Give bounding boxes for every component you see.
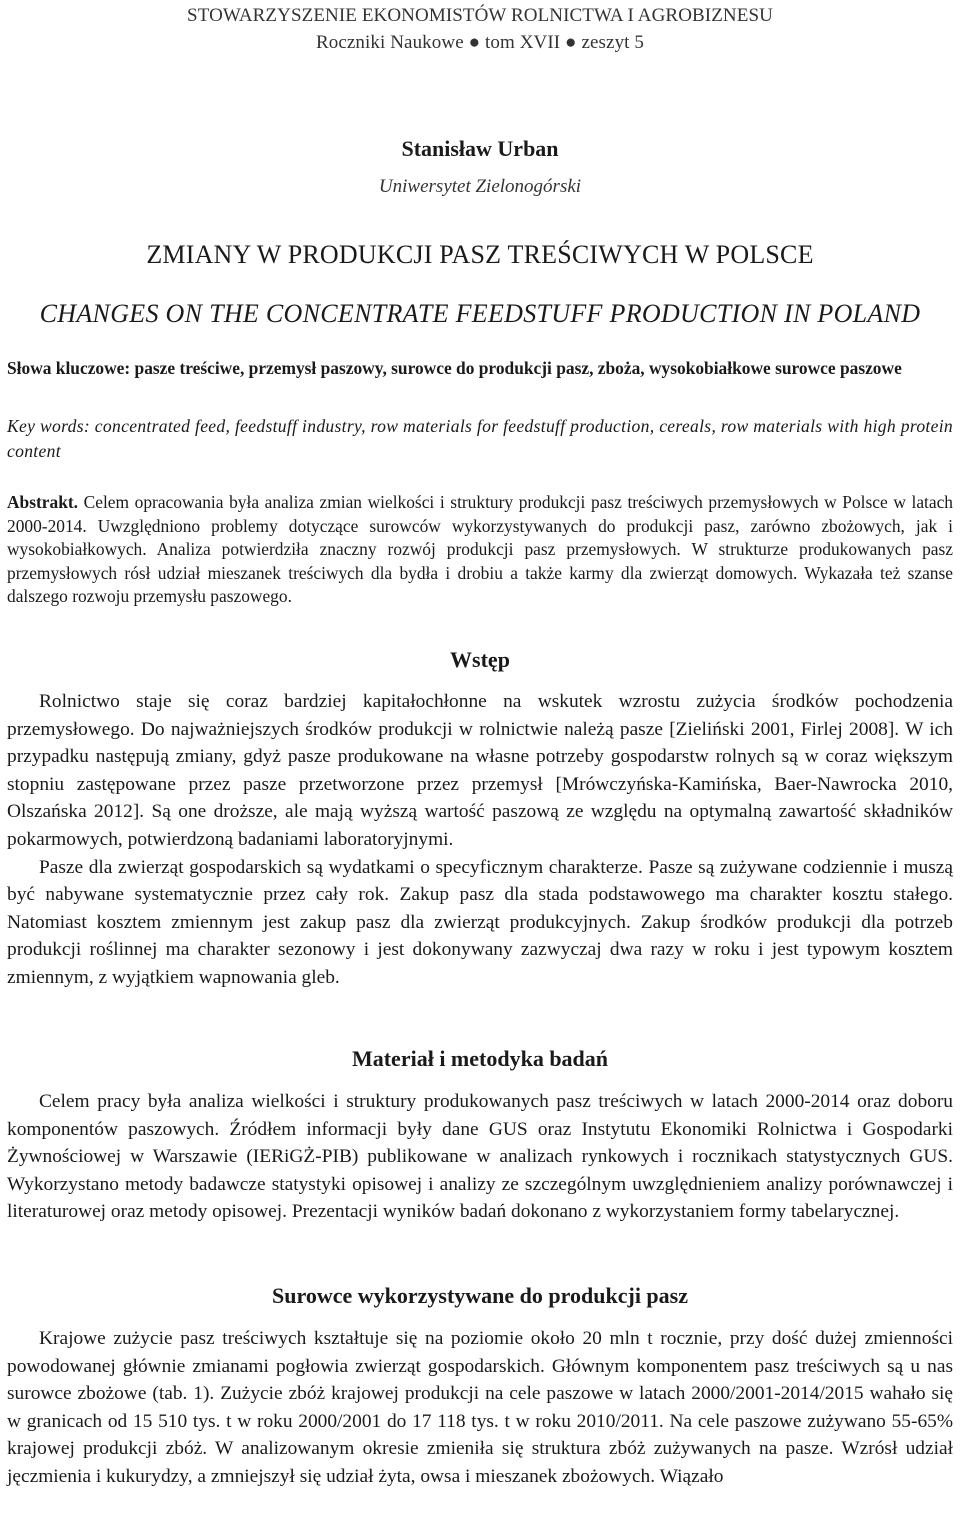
section-body-methods <box>7 1088 953 1226</box>
section-heading-raw-materials: Surowce wykorzystywane do produkcji pasz <box>272 1283 688 1308</box>
keywords-polish: Słowa kluczowe: pasze treściwe, przemysł paszowy, surowce do produkcji pasz, zboża, wysokobiałkowe surowce paszowe <box>7 358 902 378</box>
section-heading-methods: Materiał i metodyka badań <box>351 1046 609 1071</box>
paragraph: Celem pracy była analiza wielkości i struktury produkowanych pasz treściwych w latach 2000-2014 oraz doboru komponentów paszowych. Źródłem informacji były dane GUS oraz Instytutu Ekonomiki Rolnictwa i Gospodarki Żywnościowej w Warszawie (IERiGŻ-PIB) publikowane w analizach rynkowych i rocznikach statystycznych GUS. Wykorzystano metody badawcze statystyki opisowej i analizy ze szczególnym uwzględnieniem analizy porównawczej i literaturowej oraz metody opisowej. Prezentacji wyników badań dokonano z wykorzystaniem formy tabelarycznej. <box>7 1091 953 1223</box>
title-english: CHANGES ON THE CONCENTRATE FEEDSTUFF PRODUCTION IN POLAND <box>39 299 921 328</box>
author-affiliation: Uniwersytet Zielonogórski <box>378 176 582 197</box>
abstract <box>7 491 953 609</box>
running-header-journal: Roczniki Naukowe ● tom XVII ● zeszyt 5 <box>315 32 645 53</box>
keywords-english: Key words: concentrated feed, feedstuff industry, row materials for feedstuff production, cereals, row materials with high protein content <box>7 416 953 461</box>
section-body-raw-materials <box>7 1325 953 1491</box>
section-body-introduction <box>7 688 953 992</box>
paragraph: Krajowe zużycie pasz treściwych kształtuje się na poziomie około 20 mln t rocznie, przy dość dużej zmienności powodowanej głównie zmianami pogłowia zwierząt gospodarskich. Głównym komponentem pasz treściwych są u nas surowce zbożowe (tab. 1). Zużycie zbóż krajowej produkcji na cele paszowe w latach 2000/2001-2014/2015 wahało się w granicach od 15 510 tys. t w roku 2000/2001 do 17 118 tys. t w roku 2010/2011. Na cele paszowe zużywano 55-65% krajowej produkcji zbóż. W analizowanym okresie zmieniła się struktura zbóż zużywanych na pasze. Wzrósł udział jęczmienia i kukurydzy, a zmniejszył się udział żyta, owsa i mieszanek zbożowych. Wiązało <box>7 1328 953 1487</box>
abstract-label: Abstrakt. <box>7 492 79 512</box>
abstract-text: Celem opracowania była analiza zmian wielkości i struktury produkcji pasz treściwych przemysłowych w Polsce w latach 2000-2014. Uwzględniono problemy dotyczące surowców wykorzystywanych do produkcji pasz, zarówno zbożowych, jak i wysokobiałkowych. Analiza potwierdziła znaczny rozwój produkcji pasz przemysłowych. W strukturze produkowanych pasz przemysłowych rósł udział mieszanek treściwych dla bydła i drobiu a także karmy dla zwierząt domowych. Wykazała też szanse dalszego rozwoju przemysłu paszowego. <box>7 492 953 607</box>
title-polish: ZMIANY W PRODUKCJI PASZ TREŚCIWYCH W POLSCE <box>146 240 814 269</box>
author-name: Stanisław Urban <box>401 136 559 161</box>
paragraph: Rolnictwo staje się coraz bardziej kapitałochłonne na wskutek wzrostu zużycia środków pochodzenia przemysłowego. Do najważniejszych środków produkcji w rolnictwie należą pasze [Zieliński 2001, Firlej 2008]. W ich przypadku następują zmiany, gdyż pasze produkowane na własne potrzeby gospodarstw rolnych są w coraz większym stopniu zastępowane przez pasze przetworzone przez przemysł [Mrówczyńska-Kamińska, Baer-Nawrocka 2010, Olszańska 2012]. Są one droższe, ale mają wyższą wartość paszową ze względu na optymalną zawartość składników pokarmowych, potwierdzoną badaniami laboratoryjnymi. <box>7 691 953 850</box>
paragraph: Pasze dla zwierząt gospodarskich są wydatkami o specyficznym charakterze. Pasze są zużywane codziennie i muszą być nabywane systematycznie przez cały rok. Zakup pasz dla stada podstawowego ma charakter kosztu stałego. Natomiast kosztem zmiennym jest zakup pasz dla zwierząt produkcyjnych. Zakup środków produkcji dla potrzeb produkcji roślinnej ma charakter sezonowy i jest dokonywany zazwyczaj dwa razy w roku i jest typowym kosztem zmiennym, z wyjątkiem wapnowania gleb. <box>7 856 953 988</box>
section-heading-introduction: Wstęp <box>450 647 510 672</box>
running-header-association: STOWARZYSZENIE EKONOMISTÓW ROLNICTWA I AGROBIZNESU <box>187 5 773 26</box>
